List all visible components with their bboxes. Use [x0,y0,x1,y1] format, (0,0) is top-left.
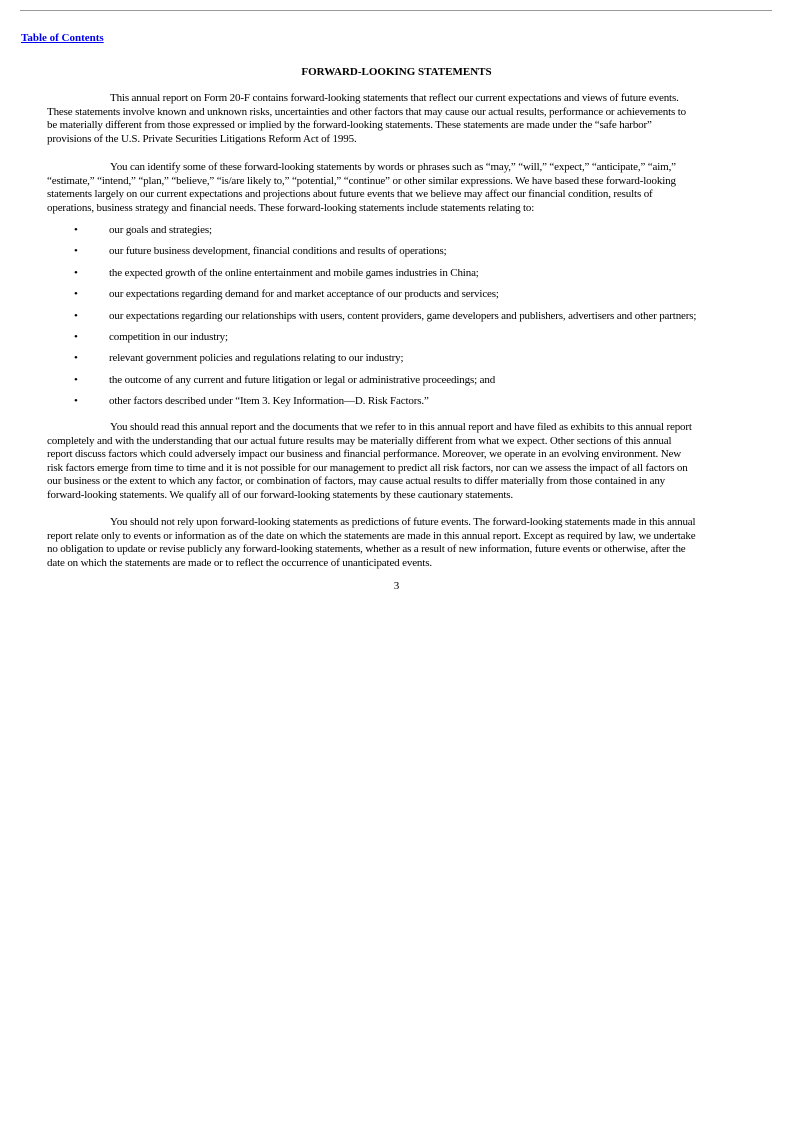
paragraph-line: You can identify some of these forward-looking statements by words or phrases such as “may,” “will,” “expect,” “anticipate,” “aim,” [110,161,676,173]
paragraph-line: “estimate,” “intend,” “plan,” “believe,” “is/are likely to,” “potential,” “continue” or other similar expressions. We have based these forward-looking [47,174,676,187]
list-item-text: relevant government policies and regulations relating to our industry; [109,352,404,365]
list-item [47,288,767,309]
list-item [47,352,767,373]
list-item-text: our goals and strategies; [109,224,212,236]
list-item-text: our expectations regarding demand for and market acceptance of our products and services; [109,288,499,301]
list-item-text: our expectations regarding our relationships with users, content providers, game developers and publishers, advertisers and other partners; [109,309,697,322]
paragraph-line: These statements involve known and unknown risks, uncertainties and other factors that may cause our actual results, performance or achievements to [47,105,686,118]
section-heading: FORWARD-LOOKING STATEMENTS [301,66,492,78]
paragraph-line: operations, business strategy and financial needs. These forward-looking statements include statements relating to: [47,201,535,214]
bullet-marker: • [74,309,78,322]
list-item-text: competition in our industry; [109,330,228,343]
list-item [47,245,767,266]
page-number: 3 [393,580,400,592]
paragraph-line: statements largely on our current expectations and projections about future events that we believe may affect our financial condition, results of [47,188,653,200]
table-of-contents-link[interactable]: Table of Contents [21,32,104,44]
bullet-marker: • [74,245,78,258]
paragraph-line: report relate only to events or information as of the date on which the statements are made in this annual report. Except as required by law, we undertake [47,529,696,542]
risk-bullet-list [47,224,767,417]
paragraph-intro [47,92,743,146]
bullet-marker: • [74,288,78,301]
paragraph-read-report [47,421,743,502]
list-item-text: the expected growth of the online entertainment and mobile games industries in China; [109,266,479,279]
paragraph-line: no obligation to update or revise publicly any forward-looking statements, whether as a result of new information, future events or otherwise, after the [47,543,686,555]
bullet-marker: • [74,373,78,386]
paragraph-line: our business or the extent to which any factor, or combination of factors, may cause actual results to differ materially from those contained in any [47,475,666,487]
paragraph-line: report discuss factors which could adversely impact our business and financial performance. Moreover, we operate in an evolving environment. New [47,448,682,460]
paragraph-do-not-rely [47,516,743,570]
list-item [47,374,767,395]
paragraph-line: This annual report on Form 20-F contains forward-looking statements that reflect our current expectations and views of future events. [110,92,679,104]
top-divider [20,10,772,11]
paragraph-line: provisions of the U.S. Private Securities Litigations Reform Act of 1995. [47,132,357,145]
bullet-marker: • [74,352,78,365]
list-item-text: our future business development, financial conditions and results of operations; [109,245,447,258]
list-item [47,267,767,288]
paragraph-line: forward-looking statements. We qualify all of our forward-looking statements by these cautionary statements. [47,488,513,501]
bullet-marker: • [74,224,78,236]
list-item-text: the outcome of any current and future litigation or legal or administrative proceedings; and [109,373,496,386]
bullet-marker: • [74,266,78,279]
list-item [47,224,767,245]
paragraph-line: date on which the statements are made or to reflect the occurrence of unanticipated events. [47,556,432,569]
list-item [47,331,767,352]
paragraph-line: You should not rely upon forward-looking statements as predictions of future events. The forward-looking statements made in this annual [110,516,696,528]
bullet-marker: • [74,395,78,408]
paragraph-line: completely and with the understanding that our actual future results may be materially different from what we expect. Other sections of this annual [47,434,672,447]
list-item [47,310,767,331]
paragraph-line: risk factors emerge from time to time and it is not possible for our management to predict all risk factors, nor can we assess the impact of all factors on [47,461,688,474]
paragraph-identify [47,161,743,215]
list-item [47,395,767,416]
bullet-marker: • [74,330,78,343]
paragraph-line: You should read this annual report and the documents that we refer to in this annual report and have filed as exhibits to this annual report [110,421,692,433]
paragraph-line: be materially different from those expressed or implied by the forward-looking statements. These statements are made under the “safe harbor” [47,119,652,131]
list-item-text: other factors described under “Item 3. Key Information—D. Risk Factors.” [109,395,429,408]
